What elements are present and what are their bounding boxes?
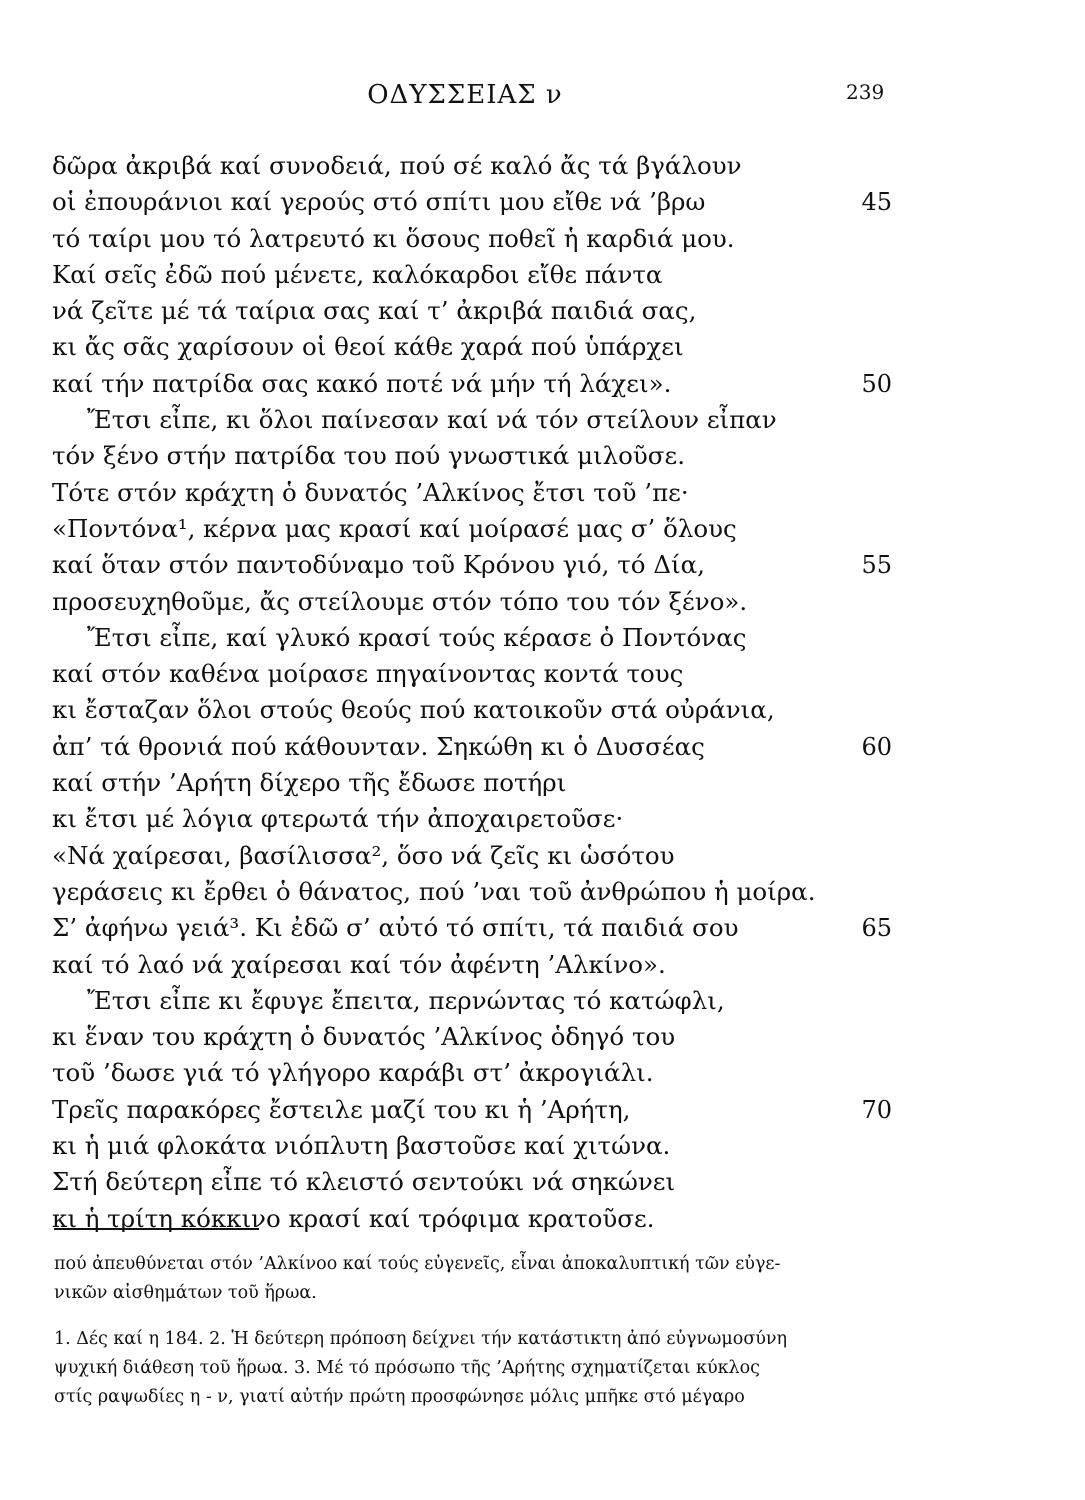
footnotes <box>54 1325 890 1412</box>
line-number: 55 <box>861 551 892 580</box>
poem-line <box>52 1201 892 1237</box>
poem-line <box>52 221 892 257</box>
poem-line-text: Στή δεύτερη εἶπε τό κλειστό σεντούκι νά σηκώνει <box>52 1167 676 1197</box>
poem-line-text: κι ἔσταζαν ὅλοι στούς θεούς πού κατοικοῦν στά οὐράνια, <box>52 695 775 725</box>
poem-line-text: Καί σεῖς ἐδῶ πού μένετε, καλόκαρδοι εἴθε πάντα <box>52 259 663 289</box>
poem-line-text: τοῦ ’δωσε γιά τό γλήγορο καράβι στ’ ἀκρογιάλι. <box>52 1058 654 1088</box>
poem-line-text: Τρεῖς παρακόρες ἔστειλε μαζί του κι ἡ ’Αρήτη, <box>52 1094 631 1124</box>
poem-line-text: καί ὅταν στόν παντοδύναμο τοῦ Κρόνου γιό, τό Δία, <box>52 550 705 580</box>
poem-line <box>52 620 892 656</box>
poem-line <box>52 329 892 365</box>
line-number: 45 <box>861 188 892 217</box>
poem-line <box>52 765 892 801</box>
poem-line-text: Ἔτσι εἶπε κι ἔφυγε ἔπειτα, περνώντας τό κατώφλι, <box>87 985 725 1015</box>
poem-line-text: Σ’ ἀφήνω γειά³. Κι ἐδῶ σ’ αὐτό τό σπίτι, τά παιδιά σου <box>52 913 739 943</box>
poem-line <box>52 402 892 438</box>
poem-line-text: Τότε στόν κράχτη ὁ δυνατός ’Αλκίνος ἔτσι τοῦ ’πε· <box>52 477 689 507</box>
line-number: 65 <box>861 914 892 943</box>
note-line: πού ἀπευθύνεται στόν ’Αλκίνοο καί τούς εὐγενεῖς, εἶναι ἀποκαλυπτική τῶν εὐγε- <box>54 1254 781 1274</box>
poem-line <box>52 475 892 511</box>
line-number: 70 <box>861 1095 892 1124</box>
poem-line <box>52 947 892 983</box>
poem-line-text: κι ἡ μιά φλοκάτα νιόπλυτη βαστοῦσε καί χιτώνα. <box>52 1131 671 1161</box>
poem-text <box>52 148 892 1237</box>
poem-line-text: οἱ ἐπουράνιοι καί γερούς στό σπίτι μου εἴθε νά ’βρω <box>52 187 706 217</box>
poem-line-text: καί στόν καθένα μοίρασε πηγαίνοντας κοντά τους <box>52 659 684 689</box>
poem-line <box>52 1164 892 1200</box>
poem-line-text: ἀπ’ τά θρονιά πού κάθουνταν. Σηκώθη κι ὁ Δυσσέας <box>52 731 705 761</box>
poem-line-text: κι ἔτσι μέ λόγια φτερωτά τήν ἀποχαιρετοῦσε· <box>52 804 624 834</box>
poem-line-text: κι ἕναν του κράχτη ὁ δυνατός ’Αλκίνος ὁδηγό του <box>52 1022 676 1052</box>
note-line: νικῶν αἰσθημάτων τοῦ ἥρωα. <box>54 1283 317 1303</box>
poem-line <box>52 801 892 837</box>
poem-line <box>52 1128 892 1164</box>
poem-line <box>52 1092 892 1128</box>
footnote-line: στίς ραψωδίες η - ν, γιατί αὐτήν πρώτη προσφώνησε μόλις μπῆκε στό μέγαρο <box>54 1387 745 1407</box>
line-number: 60 <box>861 732 892 761</box>
poem-line-text: προσευχηθοῦμε, ἄς στείλουμε στόν τόπο του τόν ξένο». <box>52 586 748 616</box>
footnote-line: ψυχική διάθεση τοῦ ἥρωα. 3. Μέ τό πρόσωπο τῆς ’Αρήτης σχηματίζεται κύκλος <box>54 1358 760 1378</box>
poem-line-text: «Νά χαίρεσαι, βασίλισσα², ὅσο νά ζεῖς κι ὡσότου <box>52 840 675 870</box>
poem-line <box>52 184 892 220</box>
poem-line-text: «Ποντόνα¹, κέρνα μας κρασί καί μοίρασέ μας σ’ ὅλους <box>52 513 737 543</box>
footnote-separator <box>54 1228 259 1230</box>
poem-line <box>52 438 892 474</box>
poem-line-text: δῶρα ἀκριβά καί συνοδειά, πού σέ καλό ἄς τά βγάλουν <box>52 151 742 180</box>
line-number: 50 <box>861 369 892 398</box>
poem-line <box>52 656 892 692</box>
poem-line-text: τό ταίρι μου τό λατρευτό κι ὅσους ποθεῖ ἡ καρδιά μου. <box>52 223 735 253</box>
poem-line <box>52 910 892 946</box>
poem-line-text: νά ζεῖτε μέ τά ταίρια σας καί τ’ ἀκριβά παιδιά σας, <box>52 296 697 326</box>
poem-line-text: Ἔτσι εἶπε, καί γλυκό κρασί τούς κέρασε ὁ Ποντόνας <box>87 622 747 652</box>
poem-line <box>52 1055 892 1091</box>
poem-line-text: καί τό λαό νά χαίρεσαι καί τόν ἀφέντη ’Αλκίνο». <box>52 949 666 979</box>
poem-line-text: κι ἡ τρίτη κόκκινο κρασί καί τρόφιμα κρατοῦσε. <box>52 1203 655 1233</box>
footnote-line: 1. Δές καί η 184. 2. Ἡ δεύτερη πρόποση δείχνει τήν κατάστικτη ἀπό εὐγνωμοσύνη <box>54 1329 788 1349</box>
poem-line <box>52 1019 892 1055</box>
poem-line-text: τόν ξένο στήν πατρίδα του πού γνωστικά μιλοῦσε. <box>52 441 686 471</box>
poem-line <box>52 293 892 329</box>
poem-line <box>52 983 892 1019</box>
poem-line <box>52 511 892 547</box>
poem-line-text: κι ἄς σᾶς χαρίσουν οἱ θεοί κάθε χαρά πού ὑπάρχει <box>52 332 684 362</box>
poem-line <box>52 547 892 583</box>
poem-line-text: Ἔτσι εἶπε, κι ὅλοι παίνεσαν καί νά τόν στείλουν εἶπαν <box>87 405 777 435</box>
note-continuation <box>54 1250 890 1308</box>
running-title: ΟΔΥΣΣΕΙΑΣ ν <box>367 80 563 110</box>
poem-line-text: καί στήν ’Αρήτη δίχερο τῆς ἔδωσε ποτήρι <box>52 768 567 798</box>
poem-line <box>52 838 892 874</box>
poem-line <box>52 584 892 620</box>
page-number: 239 <box>846 80 885 104</box>
poem-line-text: καί τήν πατρίδα σας κακό ποτέ νά μήν τή λάχει». <box>52 368 672 398</box>
poem-line <box>52 729 892 765</box>
poem-line <box>52 257 892 293</box>
poem-line <box>52 148 892 184</box>
poem-line-text: γεράσεις κι ἔρθει ὁ θάνατος, πού ’ναι τοῦ ἀνθρώπου ἡ μοίρα. <box>52 876 816 906</box>
poem-line <box>52 874 892 910</box>
poem-line <box>52 692 892 728</box>
poem-line <box>52 366 892 402</box>
